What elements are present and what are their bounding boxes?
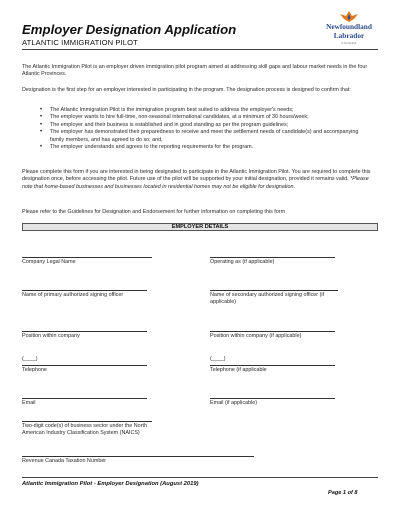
logo-text-labrador: Labrador — [333, 31, 365, 40]
position-field[interactable] — [22, 331, 147, 340]
page-number: Page 1 of 8 — [328, 490, 358, 496]
page-subtitle: ATLANTIC IMMIGRATION PILOT — [22, 38, 138, 47]
list-item: • The employer has demonstrated their preparedness to receive and meet the settlement needs of candidate(s) and accompanying family members, and has agreed to do so; and, — [40, 129, 370, 144]
primary-officer-field[interactable] — [22, 290, 147, 299]
telephone-optional-field[interactable] — [210, 365, 335, 374]
input-line[interactable] — [22, 365, 147, 366]
input-line[interactable] — [22, 290, 147, 291]
input-line[interactable] — [210, 365, 335, 366]
taxation-number-label: Revenue Canada Taxation Number — [22, 458, 107, 464]
list-item: • The employer and their business is established and in good standing as per the program guidelines; — [40, 122, 370, 129]
input-line[interactable] — [210, 257, 335, 258]
intro-paragraph-3 — [22, 169, 378, 191]
secondary-officer-label: Name of secondary authorized signing officer (if applicable) — [210, 292, 325, 305]
page-title: Employer Designation Application — [22, 22, 237, 37]
logo-text-canada: CANADA — [341, 41, 357, 45]
input-line[interactable] — [22, 257, 152, 258]
list-item: • The employer wants to hire full-time, non-seasonal international candidates, at a minimum of 30 hours/week; — [40, 114, 370, 121]
position-label: Position within company — [22, 333, 80, 339]
input-line[interactable] — [22, 421, 152, 422]
telephone-optional-label: Telephone (if applicable — [210, 367, 267, 373]
designation-criteria-list — [40, 107, 370, 151]
naics-label: Two-digit code(s) of business sector under the North American Industry Classification System (NAICS) — [22, 423, 147, 436]
company-legal-name-label: Company Legal Name — [22, 259, 76, 265]
telephone-field[interactable] — [22, 365, 147, 374]
input-line[interactable] — [210, 398, 335, 399]
primary-officer-label: Name of primary authorized signing officer — [22, 292, 124, 298]
footer-divider — [22, 477, 378, 478]
naics-field[interactable] — [22, 421, 152, 437]
email-optional-label: Email (if applicable) — [210, 400, 258, 406]
area-code-left: (____) — [22, 356, 38, 362]
list-item: • The employer understands and agrees to the reporting requirements for the program. — [40, 144, 370, 151]
input-line[interactable] — [22, 331, 147, 332]
email-label: Email — [22, 400, 36, 406]
input-line[interactable] — [22, 456, 254, 457]
email-optional-field[interactable] — [210, 398, 335, 407]
intro-paragraph-4: Please refer to the Guidelines for Designation and Endorsement for further information on completing this form — [22, 209, 286, 215]
taxation-number-field[interactable] — [22, 456, 254, 465]
input-line[interactable] — [22, 398, 147, 399]
logo-text-newfoundland: Newfoundland — [326, 22, 372, 31]
input-line[interactable] — [210, 331, 335, 332]
email-field[interactable] — [22, 398, 147, 407]
instructions-text: Please complete this form if you are interested in being designated to participate in the Atlantic Immigration Pilot. You are required to complete this designation once, before accessing the pilot. Future use of the pilot will be supported by your initial designation, provided it remains valid. — [22, 169, 371, 183]
secondary-officer-field[interactable] — [210, 290, 338, 306]
operating-as-field[interactable] — [210, 257, 335, 266]
intro-paragraph-2: Designation is the first step for an employer interested in participating in the program. The designation process is designed to confirm that: — [22, 87, 351, 93]
footer-document-title: Atlantic Immigration Pilot - Employer Designation (August 2019) — [22, 481, 199, 487]
intro-paragraph-1: The Atlantic Immigration Pilot is an employer driven immigration pilot program aimed at addressing skill gaps and labour market needs in the four Atlantic Provinces. — [22, 64, 368, 78]
home-based-note: *Please note that home-based businesses and businesses located in residential homes may not be eligible for designation. — [22, 176, 369, 190]
employer-details-header: EMPLOYER DETAILS — [22, 223, 378, 231]
telephone-label: Telephone — [22, 367, 47, 373]
position-optional-field[interactable] — [210, 331, 335, 340]
input-line[interactable] — [210, 290, 338, 291]
nl-logo — [316, 10, 382, 50]
position-optional-label: Position within company (if applicable) — [210, 333, 302, 339]
company-legal-name-field[interactable] — [22, 257, 152, 266]
area-code-right: (____) — [210, 356, 226, 362]
operating-as-label: Operating as (if applicable) — [210, 259, 275, 265]
list-item: • The Atlantic Immigration Pilot is the immigration program best suited to address the employer's needs; — [40, 107, 370, 114]
